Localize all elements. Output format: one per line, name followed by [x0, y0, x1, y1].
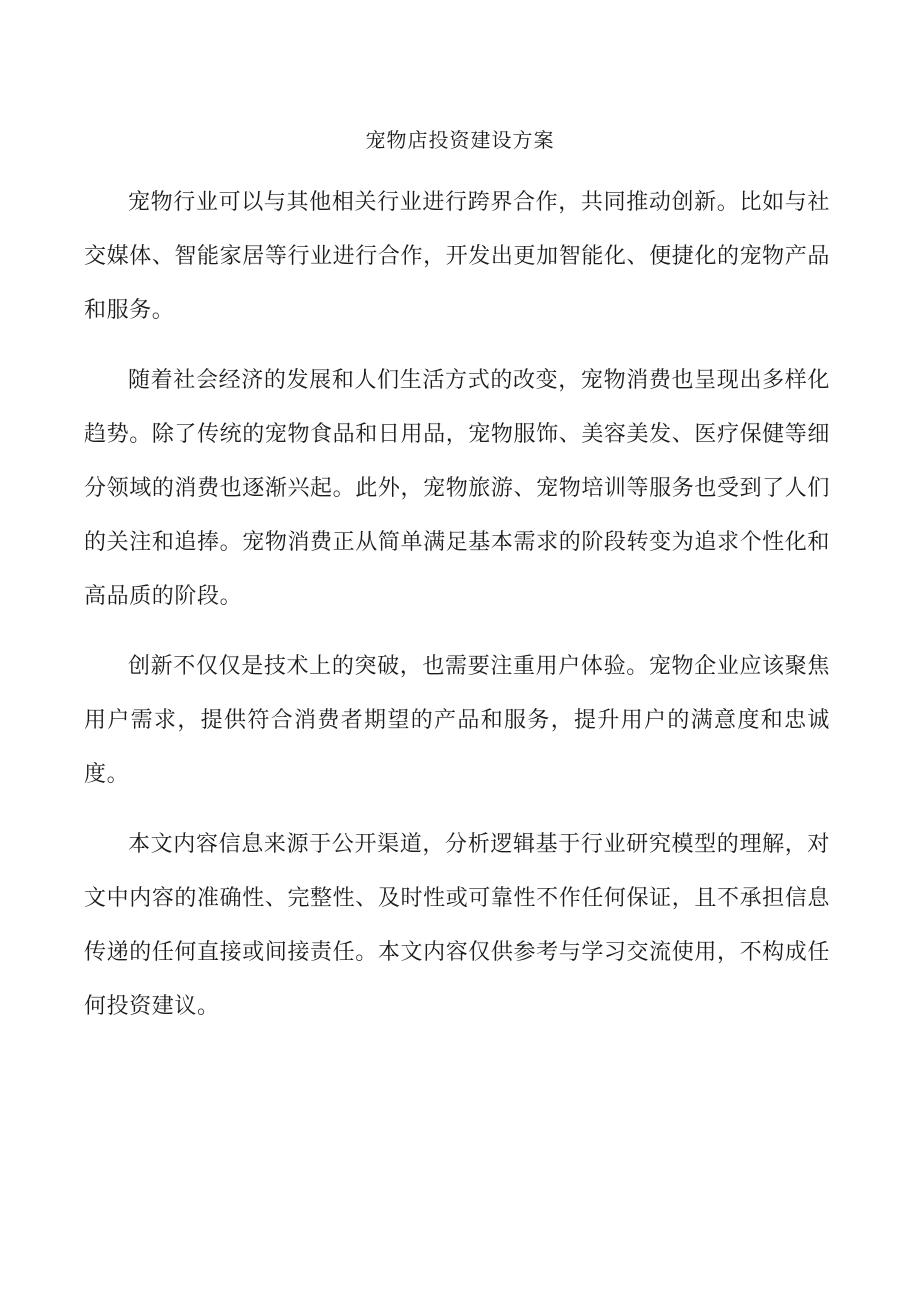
paragraph-user-experience: 创新不仅仅是技术上的突破，也需要注重用户体验。宠物企业应该聚焦用户需求，提供符合消费者期望的产品和服务，提升用户的满意度和忠诚度。 [84, 654, 830, 787]
paragraph-disclaimer: 本文内容信息来源于公开渠道，分析逻辑基于行业研究模型的理解，对文中内容的准确性、完整性、及时性或可靠性不作任何保证，且不承担信息传递的任何直接或间接责任。本文内容仅供参考与学习交流使用，不构成任何投资建议。 [84, 832, 830, 1019]
document-body [84, 176, 830, 1050]
paragraph-consumption-trend: 随着社会经济的发展和人们生活方式的改变，宠物消费也呈现出多样化趋势。除了传统的宠物食品和日用品，宠物服饰、美容美发、医疗保健等细分领域的消费也逐渐兴起。此外，宠物旅游、宠物培训等服务也受到了人们的关注和追捧。宠物消费正从简单满足基本需求的阶段转变为追求个性化和高品质的阶段。 [84, 368, 830, 609]
document-title: 宠物店投资建设方案 [365, 128, 555, 152]
paragraph-cross-industry: 宠物行业可以与其他相关行业进行跨界合作，共同推动创新。比如与社交媒体、智能家居等行业进行合作，开发出更加智能化、便捷化的宠物产品和服务。 [84, 190, 830, 323]
